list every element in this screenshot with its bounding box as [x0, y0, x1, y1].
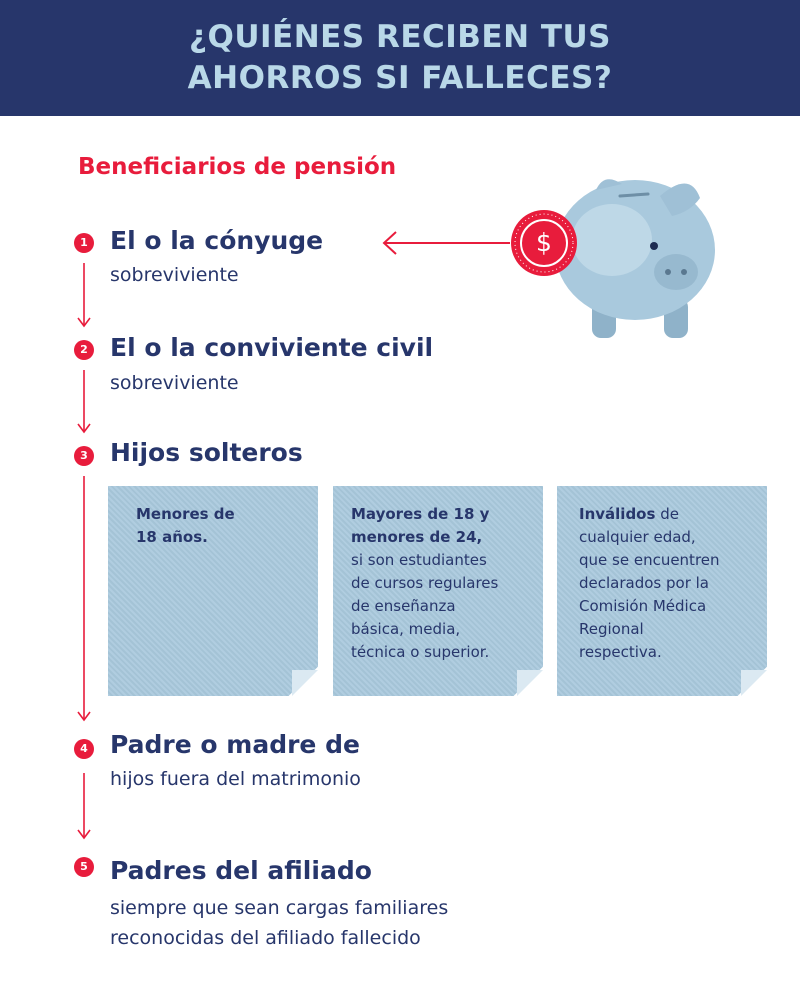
- card-2-line-3: de enseñanza: [351, 597, 456, 615]
- header-title-line-1: ¿QUIÉNES RECIBEN TUS: [189, 19, 611, 55]
- card-2-text: [351, 503, 498, 664]
- card-2-line-2: de cursos regulares: [351, 574, 499, 592]
- header-title-line-2: AHORROS SI FALLECES?: [187, 60, 613, 96]
- step-number-1: 1: [74, 233, 94, 253]
- step-number-4: 4: [74, 739, 94, 759]
- card-1-text: [136, 503, 235, 549]
- item-4-subtitle: hijos fuera del matrimonio: [110, 768, 361, 790]
- item-5-subtitle-1: siempre que sean cargas familiares: [110, 897, 449, 919]
- card-2-line-1: si son estudiantes: [351, 551, 487, 569]
- card-3-line-4: Comisión Médica: [579, 597, 707, 615]
- step-number-3: 3: [74, 446, 94, 466]
- card-3-line-5: Regional: [579, 620, 644, 638]
- section-title: Beneficiarios de pensión: [78, 154, 397, 180]
- item-2-subtitle: sobreviviente: [110, 372, 239, 394]
- step-number-2: 2: [74, 340, 94, 360]
- card-2-line-5: técnica o superior.: [351, 643, 490, 661]
- card-1-bold-1: Menores de: [136, 505, 235, 523]
- card-3-line-2: que se encuentren: [579, 551, 720, 569]
- card-3-text: [579, 503, 720, 664]
- item-4-title: Padre o madre de: [110, 730, 360, 759]
- card-3-line-1: cualquier edad,: [579, 528, 696, 546]
- card-3-lead-rest: de: [655, 505, 679, 523]
- card-3-line-3: declarados por la: [579, 574, 709, 592]
- item-5-title: Padres del afiliado: [110, 856, 372, 885]
- item-5-subtitle-2: reconocidas del afiliado fallecido: [110, 927, 421, 949]
- card-1-bold-2: 18 años.: [136, 528, 208, 546]
- item-1-subtitle: sobreviviente: [110, 264, 239, 286]
- piggy-bank-icon: [555, 179, 715, 338]
- card-2-line-4: básica, media,: [351, 620, 461, 638]
- item-3-title: Hijos solteros: [110, 438, 303, 467]
- item-1-title: El o la cónyuge: [110, 226, 324, 255]
- card-2-bold-2: menores de 24,: [351, 528, 483, 546]
- item-2-title: El o la conviviente civil: [110, 333, 434, 362]
- card-3-line-6: respectiva.: [579, 643, 662, 661]
- coin-symbol: $: [536, 228, 552, 257]
- step-number-5: 5: [74, 857, 94, 877]
- card-2-bold-1: Mayores de 18 y: [351, 505, 490, 523]
- card-3-bold-lead: Inválidos: [579, 505, 656, 523]
